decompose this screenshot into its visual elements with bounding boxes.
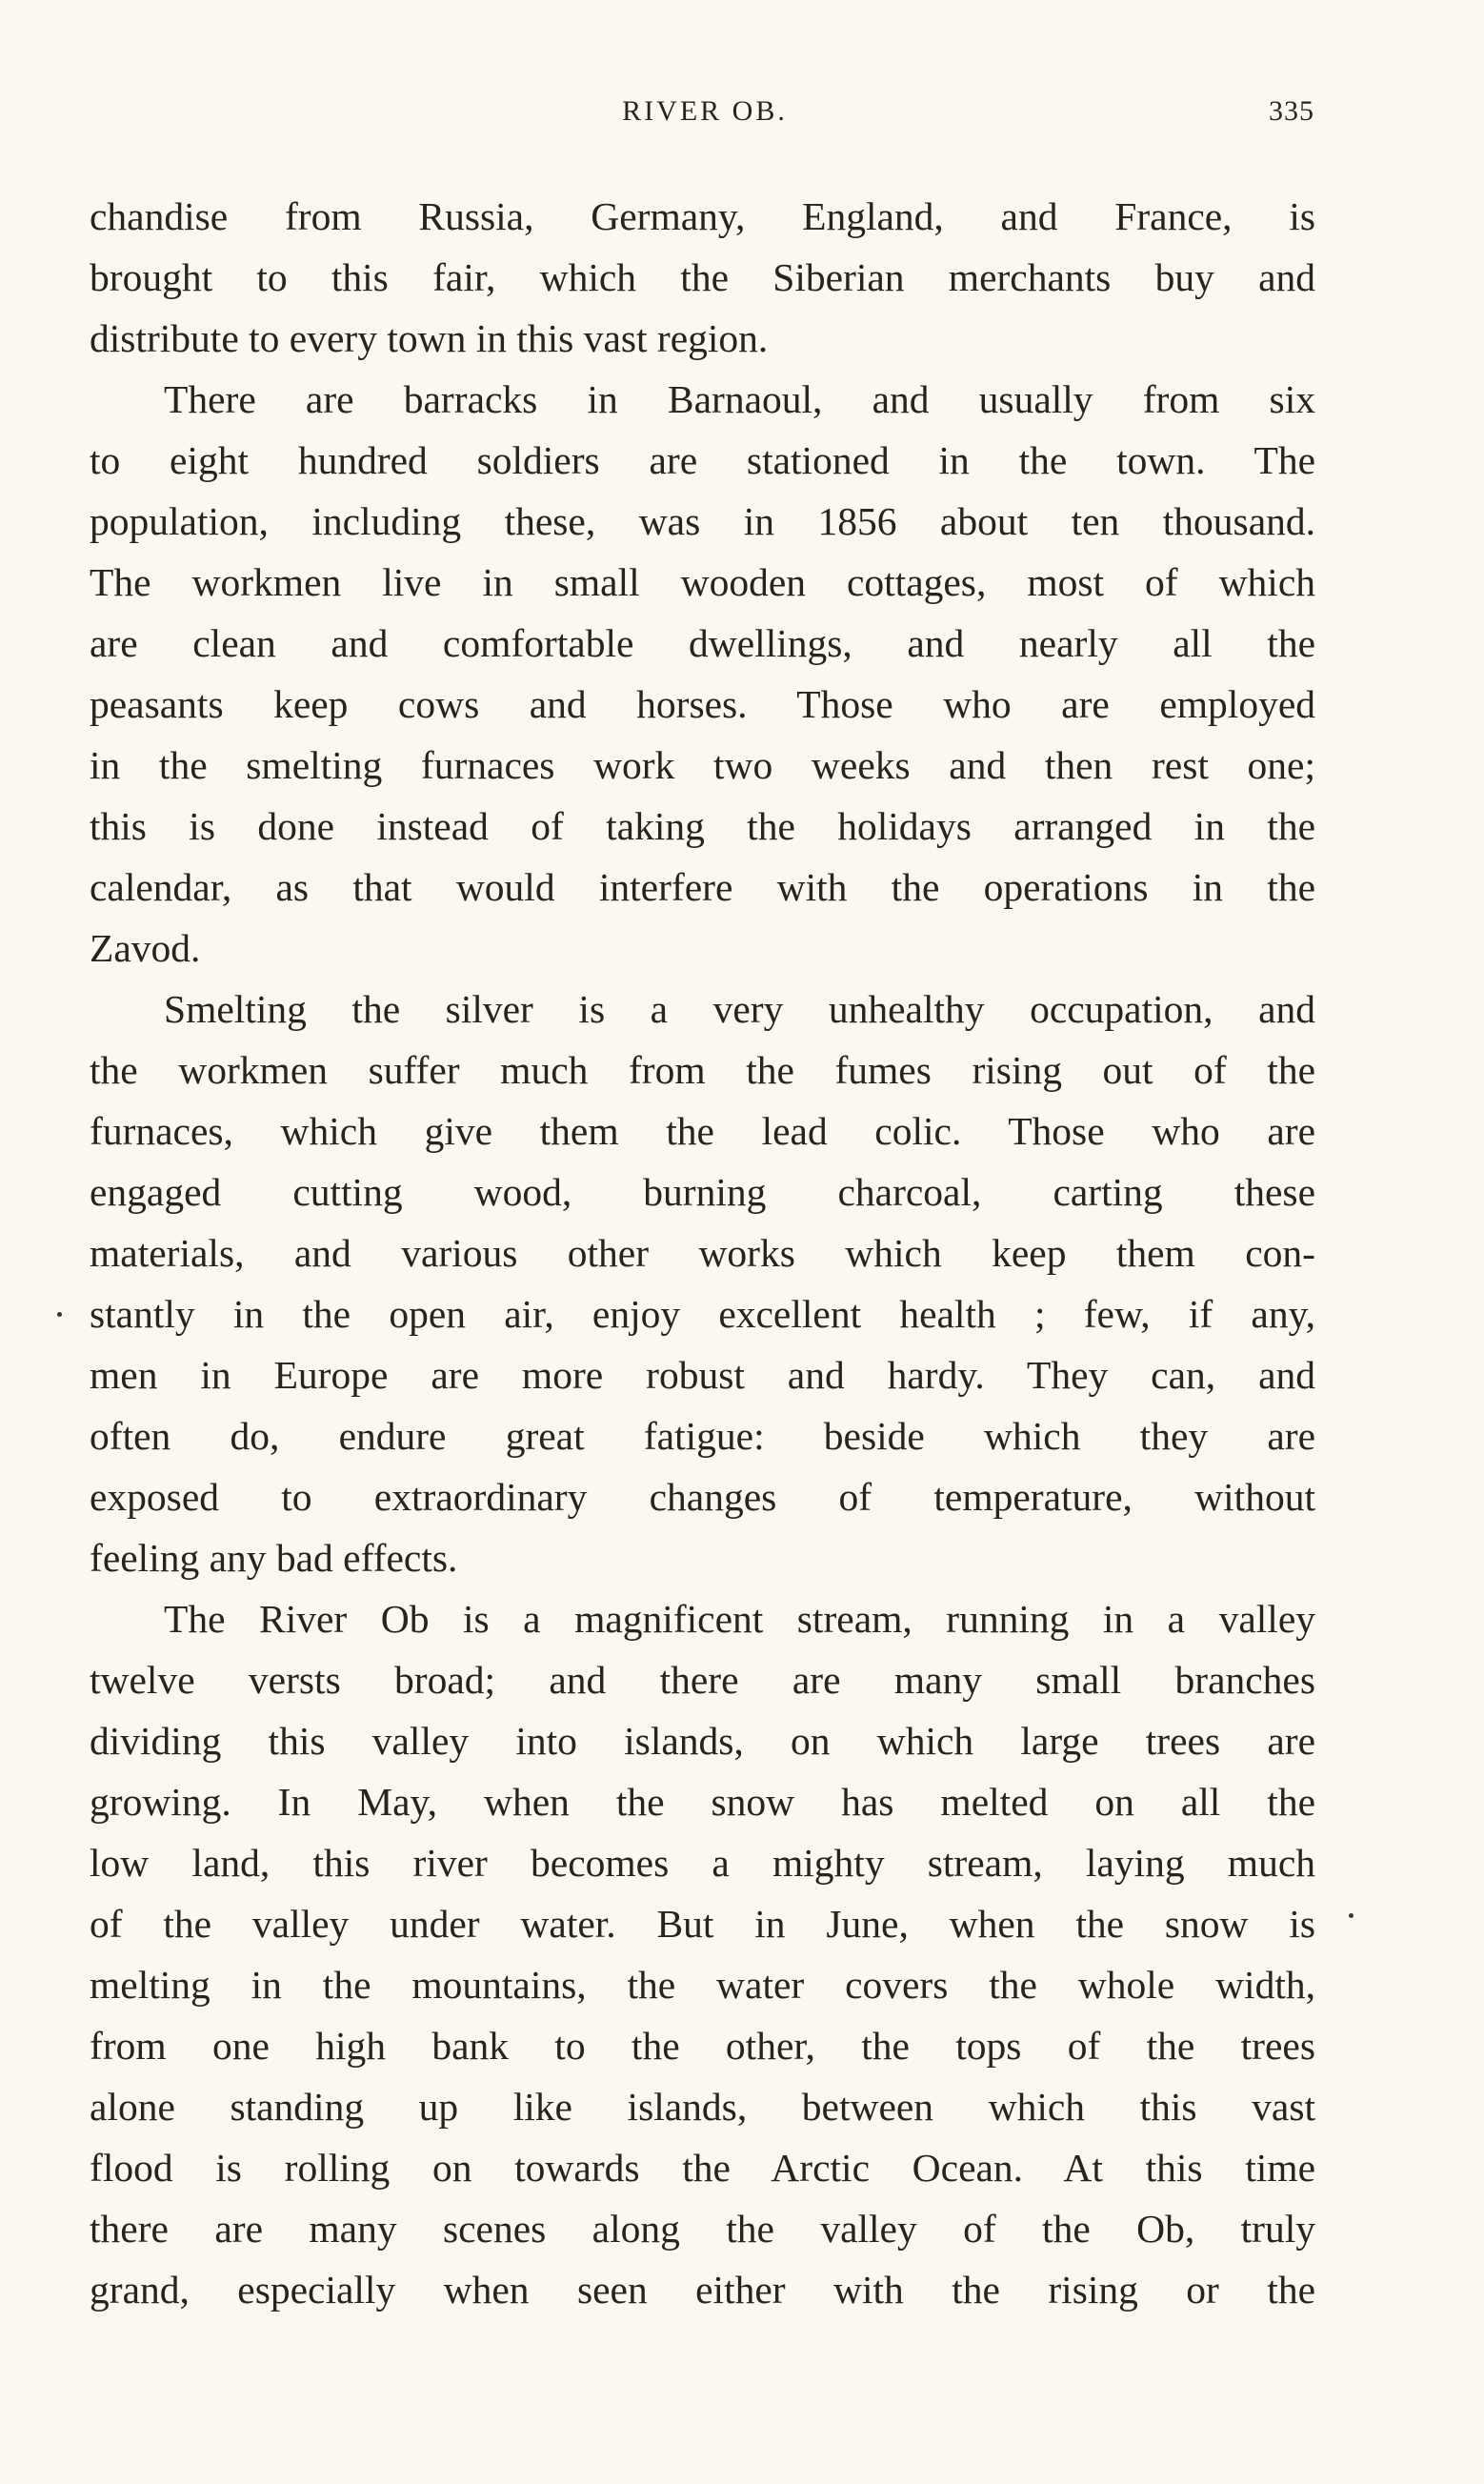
text-line: melting in the mountains, the water covers the whole width, <box>90 1963 1315 2007</box>
text-line: The workmen live in small wooden cottages, most of which <box>90 560 1315 604</box>
text-line: to eight hundred soldiers are stationed in the town. The <box>90 438 1315 482</box>
text-line: chandise from Russia, Germany, England, and France, is <box>90 194 1315 238</box>
text-line: men in Europe are more robust and hardy. They can, and <box>90 1353 1315 1397</box>
text-line: feeling any bad effects. <box>90 1536 458 1580</box>
margin-mark <box>1349 1913 1354 1918</box>
paragraph-2 <box>90 369 1315 979</box>
text-line: in the smelting furnaces work two weeks and then rest one; <box>90 743 1315 787</box>
text-line: the workmen suffer much from the fumes rising out of the <box>90 1048 1315 1092</box>
text-line: calendar, as that would interfere with the operations in the <box>90 865 1315 909</box>
text-line: are clean and comfortable dwellings, and nearly all the <box>90 621 1315 665</box>
text-line: population, including these, was in 1856 about ten thousand. <box>90 499 1315 543</box>
text-line: twelve versts broad; and there are many small branches <box>90 1658 1315 1702</box>
text-line: low land, this river becomes a mighty stream, laying much <box>90 1841 1315 1885</box>
text-line: Smelting the silver is a very unhealthy occupation, and <box>164 987 1315 1031</box>
text-line: furnaces, which give them the lead colic. Those who are <box>90 1109 1315 1153</box>
text-line: distribute to every town in this vast region. <box>90 316 769 360</box>
text-line: this is done instead of taking the holidays arranged in the <box>90 804 1315 848</box>
body-text <box>90 186 1315 2320</box>
running-title: RIVER OB. <box>622 95 788 127</box>
text-line: The River Ob is a magnificent stream, running in a valley <box>164 1597 1315 1641</box>
text-line: Zavod. <box>90 926 201 970</box>
text-line: grand, especially when seen either with the rising or the <box>90 2268 1315 2312</box>
text-line: brought to this fair, which the Siberian merchants buy and <box>90 255 1315 299</box>
paragraph-4 <box>90 1588 1315 2320</box>
text-line: There are barracks in Barnaoul, and usually from six <box>164 377 1315 421</box>
text-line: alone standing up like islands, between which this vast <box>90 2085 1315 2129</box>
text-line: growing. In May, when the snow has melted on all the <box>90 1780 1315 1824</box>
text-line: dividing this valley into islands, on which large trees are <box>90 1719 1315 1763</box>
margin-mark <box>57 1312 62 1317</box>
page-number: 335 <box>1269 95 1314 127</box>
text-line: engaged cutting wood, burning charcoal, carting these <box>90 1170 1315 1214</box>
text-line: flood is rolling on towards the Arctic Ocean. At this time <box>90 2146 1315 2190</box>
text-line: stantly in the open air, enjoy excellent health ; few, if any, <box>90 1292 1315 1336</box>
text-line: from one high bank to the other, the tops of the trees <box>90 2024 1315 2068</box>
text-line: of the valley under water. But in June, when the snow is <box>90 1902 1315 1946</box>
running-header <box>95 95 1314 139</box>
text-line: materials, and various other works which keep them con- <box>90 1231 1315 1275</box>
text-line: there are many scenes along the valley of the Ob, truly <box>90 2207 1315 2251</box>
paragraph-1 <box>90 186 1315 369</box>
paragraph-3 <box>90 979 1315 1588</box>
text-line: peasants keep cows and horses. Those who are employed <box>90 682 1315 726</box>
text-line: exposed to extraordinary changes of temperature, without <box>90 1475 1315 1519</box>
text-line: often do, endure great fatigue: beside which they are <box>90 1414 1315 1458</box>
